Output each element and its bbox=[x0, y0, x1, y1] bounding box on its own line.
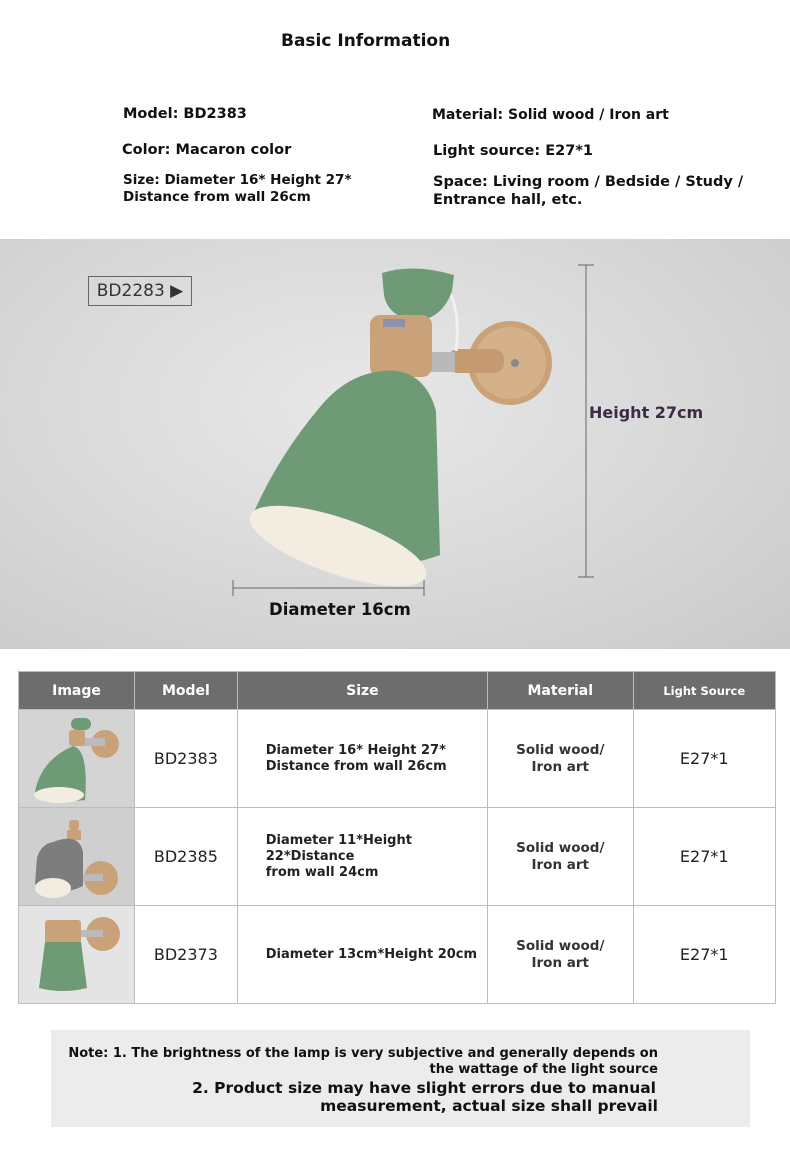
col-model-header: Model bbox=[135, 672, 238, 710]
mount-screw bbox=[511, 359, 519, 367]
row-size-line2: Distance from wall 26cm bbox=[265, 758, 447, 774]
info-space-line1: Space: Living room / Bedside / Study / bbox=[433, 174, 744, 190]
row-material-line2: Iron art bbox=[531, 954, 589, 971]
row-light-source: E27*1 bbox=[633, 906, 775, 1004]
row-material-line2: Iron art bbox=[531, 758, 589, 775]
info-material: Material: Solid wood / Iron art bbox=[432, 107, 669, 123]
row-material bbox=[488, 906, 634, 1004]
col-size-header: Size bbox=[237, 672, 487, 710]
note-line3: 2. Product size may have slight errors due to manual bbox=[192, 1079, 656, 1097]
info-size-line2: Distance from wall 26cm bbox=[123, 189, 311, 205]
row-material bbox=[488, 710, 634, 808]
table-row bbox=[19, 906, 776, 1004]
lamp-thumbnail bbox=[19, 808, 135, 906]
row-size-line1: Diameter 13cm*Height 20cm bbox=[265, 946, 478, 962]
page-title: Basic Information bbox=[281, 31, 451, 51]
row-size bbox=[237, 808, 487, 906]
row-material-line1: Solid wood/ bbox=[516, 937, 605, 954]
row-size-line1: Diameter 16* Height 27* bbox=[265, 742, 446, 758]
info-space bbox=[433, 173, 743, 209]
table-row bbox=[19, 710, 776, 808]
model-tag: BD2283 ▶ bbox=[88, 276, 192, 306]
note-line1: Note: 1. The brightness of the lamp is very subjective and generally depends on bbox=[68, 1046, 658, 1061]
info-model: Model: BD2383 bbox=[123, 106, 247, 122]
socket-label bbox=[383, 319, 405, 327]
col-light-source-header: Light Source bbox=[633, 672, 775, 710]
table-row bbox=[19, 808, 776, 906]
table-header-row bbox=[19, 672, 776, 710]
wood-arm bbox=[448, 349, 504, 373]
lamp-thumbnail bbox=[19, 906, 135, 1004]
height-label: Height 27cm bbox=[589, 403, 704, 422]
diameter-label: Diameter 16cm bbox=[269, 600, 411, 619]
col-material-header: Material bbox=[488, 672, 634, 710]
note-line2: the wattage of the light source bbox=[429, 1062, 658, 1077]
row-model: BD2383 bbox=[135, 710, 238, 808]
col-image-header: Image bbox=[19, 672, 135, 710]
info-color: Color: Macaron color bbox=[122, 142, 292, 158]
row-material-line1: Solid wood/ bbox=[516, 741, 605, 758]
row-material-line2: Iron art bbox=[531, 856, 589, 873]
row-size-line2: from wall 24cm bbox=[265, 864, 379, 880]
row-material bbox=[488, 808, 634, 906]
spec-table bbox=[18, 671, 776, 1004]
row-model: BD2373 bbox=[135, 906, 238, 1004]
row-size-line1: Diameter 11*Height 22*Distance bbox=[265, 832, 412, 864]
top-cap bbox=[382, 268, 454, 321]
info-light-source: Light source: E27*1 bbox=[433, 143, 593, 159]
row-light-source: E27*1 bbox=[633, 710, 775, 808]
row-model: BD2385 bbox=[135, 808, 238, 906]
info-size-line1: Size: Diameter 16* Height 27* bbox=[123, 172, 352, 188]
lamp-thumbnail bbox=[19, 710, 135, 808]
row-material-line1: Solid wood/ bbox=[516, 839, 605, 856]
row-size bbox=[237, 906, 487, 1004]
note-line4: measurement, actual size shall prevail bbox=[320, 1097, 658, 1115]
row-size bbox=[237, 710, 487, 808]
row-light-source: E27*1 bbox=[633, 808, 775, 906]
info-space-line2: Entrance hall, etc. bbox=[433, 192, 583, 208]
info-size bbox=[123, 172, 352, 206]
